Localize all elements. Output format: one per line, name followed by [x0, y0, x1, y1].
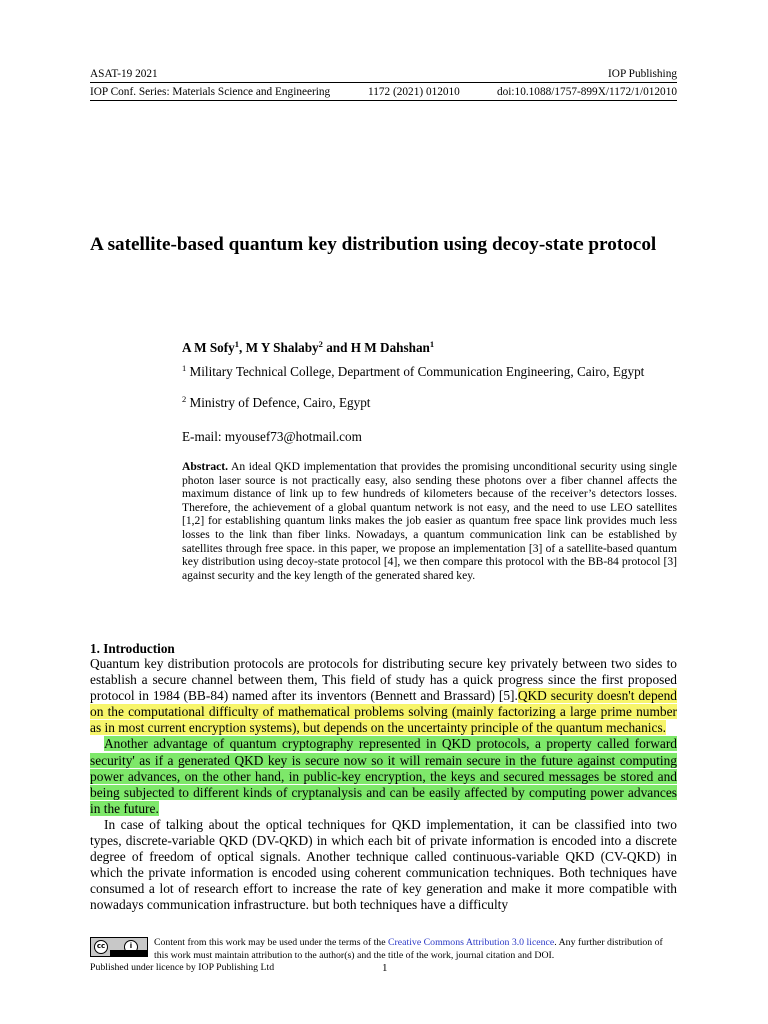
creative-commons-icon: cc — [94, 940, 108, 954]
author-name: H M Dahshan — [350, 340, 430, 355]
licence-text: Content from this work may be used under the terms of the — [154, 937, 388, 948]
attribution-person-icon: i — [124, 940, 138, 954]
series-name: IOP Conf. Series: Materials Science and Engineering — [90, 86, 331, 98]
abstract — [182, 460, 677, 582]
affiliation-text: Ministry of Defence, Cairo, Egypt — [189, 395, 371, 410]
badge-bar — [110, 950, 147, 956]
abstract-label: Abstract. — [182, 460, 229, 473]
paper-title: A satellite-based quantum key distribution using decoy-state protocol — [90, 234, 657, 255]
paragraph-text: Quantum key distribution protocols are protocols for distributing secure key privately between two sides to establish a secure channel between them, This field of study has a quick progress since the first proposed protocol in 1984 (BB-84) named after its inventors (Bennett and Brassard) [5]. — [90, 656, 677, 704]
yellow-highlight: QKD security doesn't depend on the computational difficulty of mathematical problems solving (mainly factorizing a large prime number as in most current encryption systems), but depends on the uncertainty principle of the quantum mechanics. — [90, 688, 678, 736]
author-affiliation-mark: 1 — [429, 339, 435, 349]
volume-info: 1172 (2021) 012010 — [368, 86, 460, 98]
affiliation — [182, 392, 662, 411]
licence-text: . Any further distribution of this work must maintain attribution to the author(s) and the title of the work, journal citation and DOI. — [154, 937, 663, 961]
author-affiliation-mark: 1 — [234, 339, 239, 349]
doi[interactable]: doi:10.1088/1757-899X/1172/1/012010 — [496, 86, 677, 98]
affiliation-mark: 2 — [182, 394, 187, 404]
header-rule — [90, 82, 677, 83]
page-number: 1 — [382, 962, 388, 974]
publisher-footer: Published under licence by IOP Publishing Ltd — [90, 962, 275, 973]
author-email[interactable]: E-mail: myousef73@hotmail.com — [182, 429, 362, 444]
author-name: A M Sofy — [182, 340, 235, 355]
affiliation-text: Military Technical College, Department of Communication Engineering, Cairo, Egypt — [189, 364, 645, 379]
author-affiliation-mark: 2 — [318, 339, 323, 349]
affiliation — [182, 361, 662, 380]
cc-by-licence-badge — [90, 937, 148, 957]
abstract-text: An ideal QKD implementation that provides the promising unconditional security using single photon laser source is not practically easy, also sending these photons over a fiber channel affects the maximum distance of link up to few hundreds of kilometers because of the receiver’s detectors losses. Therefore, the achievement of a global quantum network is not easy, and the need to use LEO satellites [1,2] for establishing quantum links makes the job easier as quantum free space link provides much less losses to the link than fiber links. Nowadays, a quantum communication link can be established by satellites through free space. in this paper, we propose an implementation [3] of a satellite-based quantum key distribution using decoy-state protocol [4], we then compare this protocol with the BB-84 protocol [3] against security and the key length of the generated shared key. — [182, 460, 677, 582]
author-separator: , — [239, 340, 246, 355]
author-name: M Y Shalaby — [245, 340, 319, 355]
paragraph — [90, 736, 677, 816]
author-list — [182, 339, 434, 356]
licence-statement — [154, 937, 679, 962]
paragraph-text: In case of talking about the optical techniques for QKD implementation, it can be classified into two types, discrete-variable QKD (DV-QKD) in which each bit of private information is encoded into a discrete degree of freedom of optical signals. Another technique called continuous-variable QKD (CV-QKD) in which the private information is encoded using coherent communication techniques. Both techniques have consumed a lot of research effort to increase the rate of key generation and make it more compatible with nowadays communication infrastructure. but both techniques have a difficulty — [90, 816, 677, 913]
affiliation-mark: 1 — [182, 363, 187, 373]
section-heading: 1. Introduction — [90, 641, 175, 656]
green-highlight: Another advantage of quantum cryptography represented in QKD protocols, a property called forward security' as if a generated QKD key is secure now so it will remain secure in the future against computing power advances, on the other hand, in public-key encryption, the keys and secured messages be stored and being subjected to different kinds of cryptanalysis and can be easily affected by computing power advances in the future. — [90, 736, 677, 816]
author-separator: and — [322, 340, 351, 355]
licence-link[interactable]: Creative Commons Attribution 3.0 licence — [388, 937, 555, 948]
paragraph — [90, 656, 677, 736]
conference-name: ASAT-19 2021 — [90, 68, 158, 80]
header-rule-lower — [90, 100, 677, 101]
publisher-name: IOP Publishing — [608, 68, 677, 80]
section-body — [90, 656, 677, 914]
paragraph — [90, 817, 677, 914]
